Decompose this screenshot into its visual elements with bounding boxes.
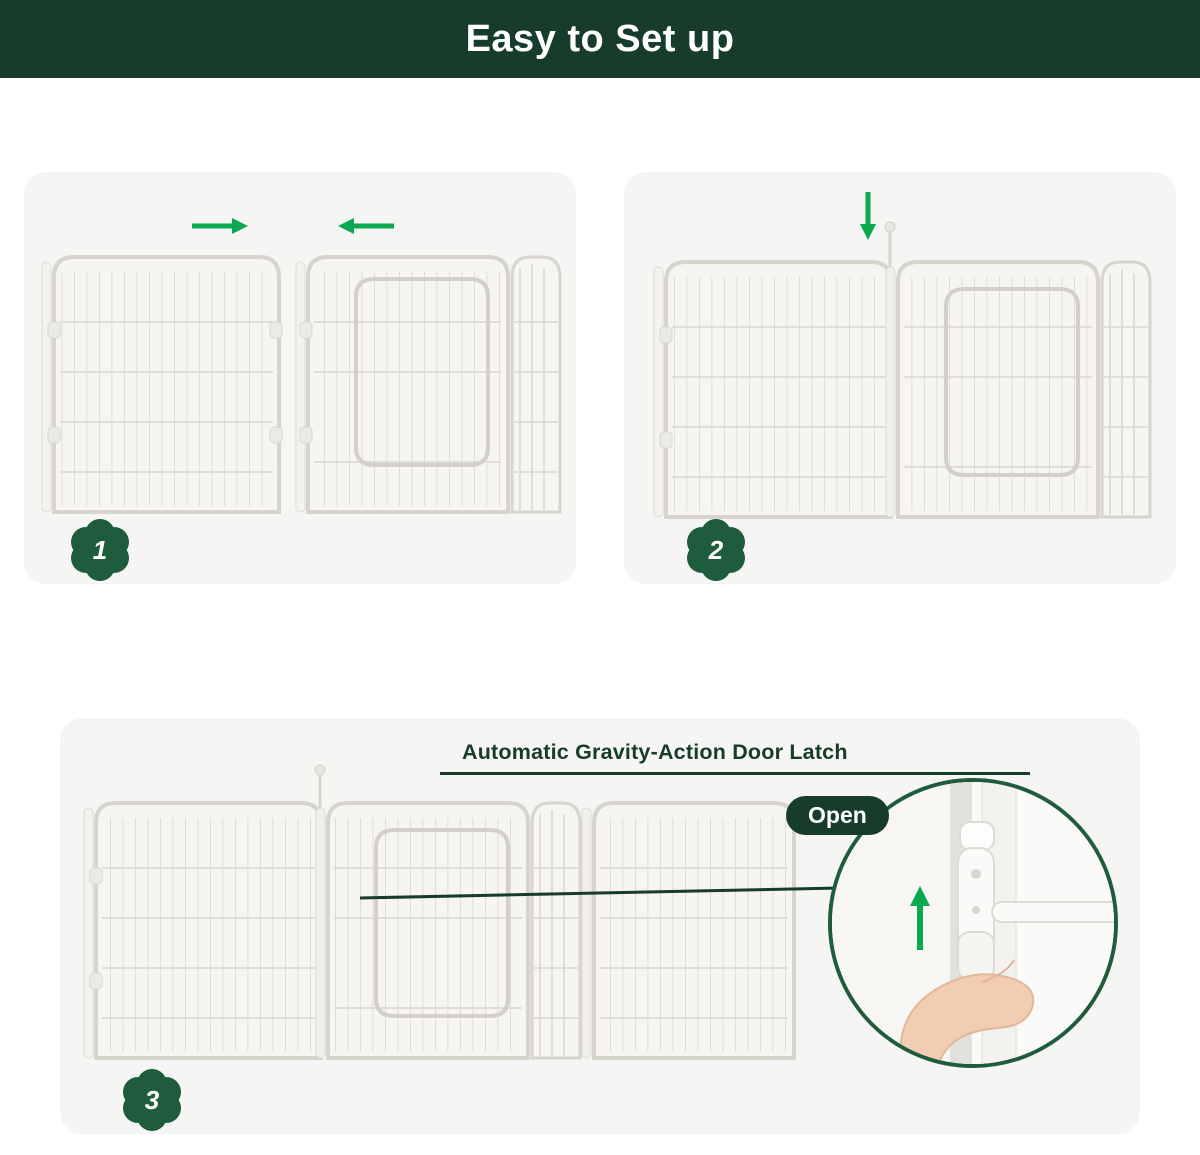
callout-underline: [440, 772, 1030, 775]
step-2-number: 2: [708, 534, 724, 565]
arrow-left-icon: [338, 218, 394, 234]
step-1-badge: [68, 518, 132, 582]
step-2-badge: [684, 518, 748, 582]
step-3-number: 3: [144, 1084, 160, 1115]
page-title: Easy to Set up: [465, 17, 735, 60]
open-badge: Open: [786, 796, 889, 835]
arrow-down-icon: [860, 192, 876, 240]
step-1-number: 1: [92, 534, 108, 565]
page-header: [0, 0, 1200, 78]
step-3-badge: [120, 1068, 184, 1132]
arrow-right-icon: [192, 218, 248, 234]
callout-title: Automatic Gravity-Action Door Latch: [462, 740, 848, 764]
